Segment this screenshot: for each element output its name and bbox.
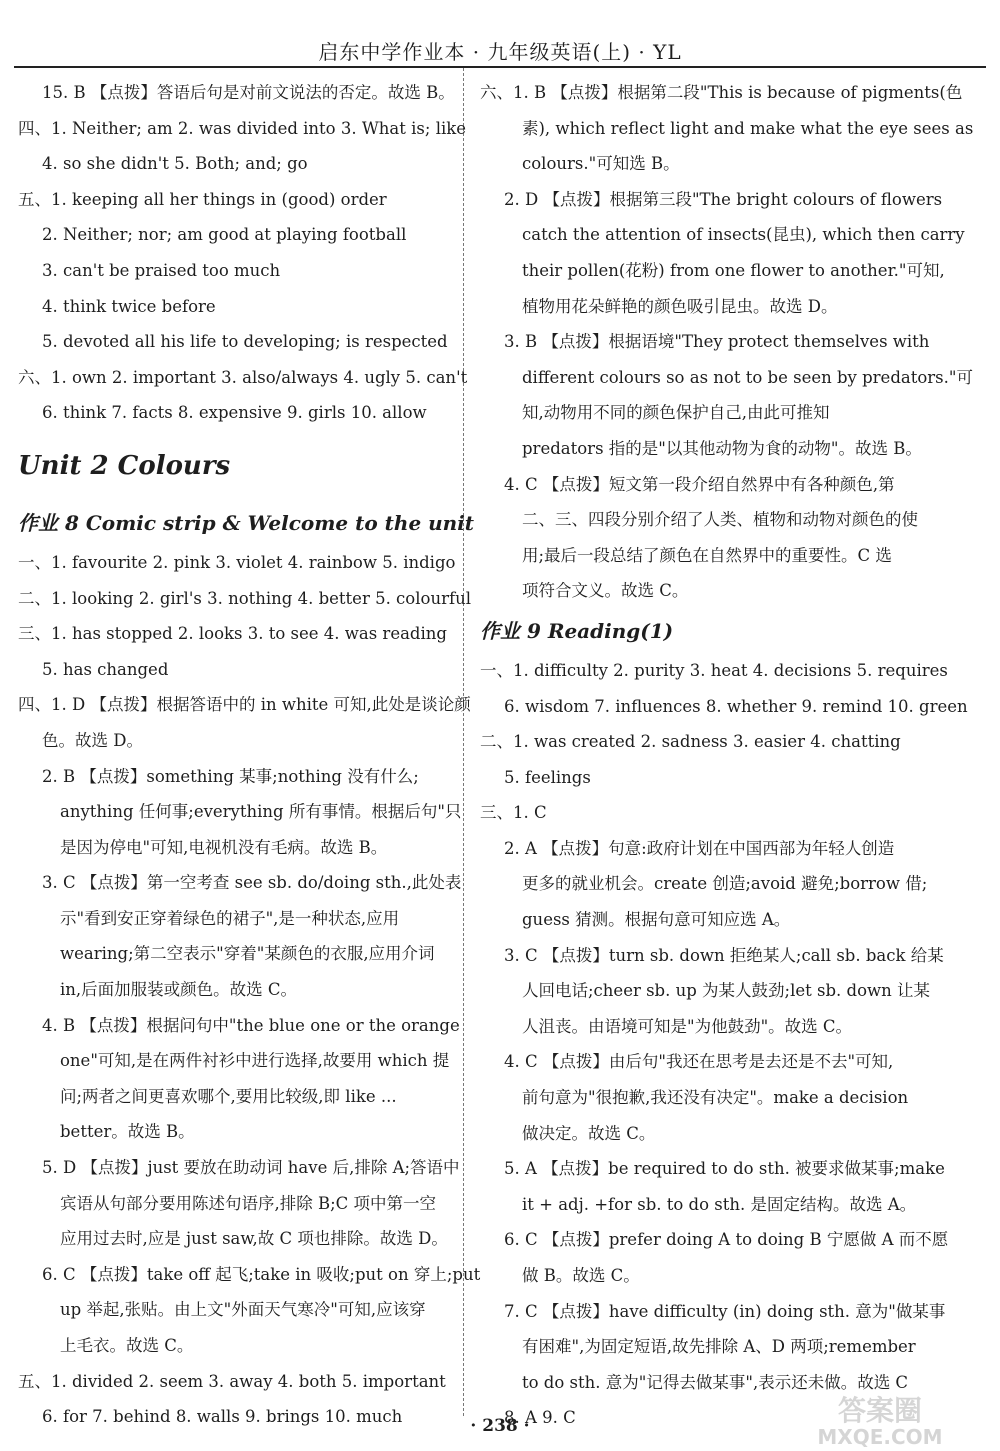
answer-line: 6. C 【点拨】take off 起飞;take in 吸收;put on 穿上;put [42, 1264, 481, 1284]
answer-line: 8. A 9. C [504, 1408, 576, 1428]
answer-line: 用;最后一段总结了颜色在自然界中的重要性。C 选 [522, 545, 892, 565]
page-header [0, 0, 1000, 68]
watermark-en: MXQE.COM [817, 1425, 943, 1449]
answer-line: 四、1. Neither; am 2. was divided into 3. What is; like [18, 118, 467, 138]
answer-line: 前句意为"很抱歉,我还没有决定"。make a decision [522, 1088, 909, 1108]
answer-line: 3. B 【点拨】根据语境"They protect themselves with [504, 332, 930, 352]
header-rule [14, 66, 986, 68]
answer-line: 素), which reflect light and make what the eye sees as [522, 118, 974, 138]
answer-line: 5. devoted all his life to developing; is respected [42, 332, 448, 352]
answer-line: wearing;第二空表示"穿着"某颜色的衣服,应用介词 [60, 944, 435, 964]
answer-line: 色。故选 D。 [42, 730, 143, 750]
answer-line: 做决定。故选 C。 [522, 1123, 656, 1143]
answer-line: 6. wisdom 7. influences 8. whether 9. remind 10. green [504, 696, 968, 716]
answer-line: 人沮丧。由语境可知是"为他鼓劲"。故选 C。 [522, 1016, 853, 1036]
answer-line: colours."可知选 B。 [522, 154, 680, 174]
answer-line: 示"看到安正穿着绿色的裙子",是一种状态,应用 [60, 908, 400, 928]
answer-line: 做 B。故选 C。 [522, 1266, 640, 1285]
answer-line: 5. D 【点拨】just 要放在助动词 have 后,排除 A;答语中 [42, 1158, 460, 1178]
answer-line: better。故选 B。 [60, 1122, 195, 1142]
answer-line: 一、1. favourite 2. pink 3. violet 4. rainbow 5. indigo [18, 552, 456, 572]
answer-line: 3. can't be praised too much [42, 260, 281, 280]
answer-line: 项符合文义。故选 C。 [522, 581, 689, 601]
answer-line: 2. Neither; nor; am good at playing football [42, 225, 407, 245]
answer-line: 二、1. was created 2. sadness 3. easier 4. chatting [480, 732, 901, 752]
answer-line: 5. feelings [504, 767, 591, 787]
answer-line: 是因为停电"可知,电视机没有毛病。故选 B。 [60, 837, 388, 857]
answer-line: 4. C 【点拨】由后句"我还在思考是去还是不去"可知, [504, 1052, 894, 1072]
answer-line: 3. C 【点拨】第一空考查 see sb. do/doing sth.,此处表 [42, 873, 462, 893]
answer-line: 2. B 【点拨】something 某事;nothing 没有什么; [42, 766, 419, 786]
homework-heading: 作业 9 Reading(1) [480, 618, 674, 643]
watermark-cn: 答案圈 [837, 1394, 923, 1427]
answer-line: 上毛衣。故选 C。 [60, 1336, 194, 1355]
answer-line: 3. C 【点拨】turn sb. down 拒绝某人;call sb. back 给某 [504, 945, 944, 965]
answer-line: guess 猜测。根据句意可知应选 A。 [522, 910, 791, 930]
answer-line: 一、1. difficulty 2. purity 3. heat 4. decisions 5. requires [480, 660, 948, 680]
answer-line: it + adj. +for sb. to do sth. 是固定结构。故选 A。 [522, 1194, 917, 1214]
column-divider [463, 68, 464, 1416]
answer-line: 2. A 【点拨】句意:政府计划在中国西部为年轻人创造 [504, 838, 895, 858]
answer-line: 4. B 【点拨】根据问句中"the blue one or the orange [42, 1015, 460, 1035]
answer-line: 三、1. has stopped 2. looks 3. to see 4. was reading [18, 624, 447, 644]
answer-line: 人回电话;cheer sb. up 为某人鼓劲;let sb. down 让某 [522, 981, 931, 1001]
answer-line: 4. think twice before [42, 296, 216, 316]
answer-line: 15. B 【点拨】答语后句是对前文说法的否定。故选 B。 [42, 83, 455, 102]
answer-line: 植物用花朵鲜艳的颜色吸引昆虫。故选 D。 [522, 296, 838, 316]
answer-line: 六、1. B 【点拨】根据第二段"This is because of pigments(色 [480, 83, 963, 102]
answer-line: 五、1. keeping all her things in (good) order [18, 189, 387, 209]
answer-line: 4. so she didn't 5. Both; and; go [42, 154, 308, 174]
answer-line: 6. C 【点拨】prefer doing A to doing B 宁愿做 A 而不愿 [504, 1230, 949, 1250]
answer-line: 应用过去时,应是 just saw,故 C 项也排除。故选 D。 [60, 1229, 448, 1249]
page-number: · 238 · [470, 1416, 530, 1436]
answer-line: 宾语从句部分要用陈述句语序,排除 B;C 项中第一空 [60, 1193, 437, 1213]
answer-line: 问;两者之间更喜欢哪个,要用比较级,即 like ... [60, 1086, 397, 1106]
unit-heading: Unit 2 Colours [18, 450, 231, 481]
answer-line: 六、1. own 2. important 3. also/always 4. ugly 5. can't [18, 367, 468, 387]
right-column [480, 75, 974, 1436]
answer-line: their pollen(花粉) from one flower to another."可知, [522, 260, 945, 280]
answer-line: 2. D 【点拨】根据第三段"The bright colours of flowers [504, 189, 943, 209]
answer-line: 4. C 【点拨】短文第一段介绍自然界中有各种颜色,第 [504, 474, 895, 494]
answer-line: 二、1. looking 2. girl's 3. nothing 4. better 5. colourful [18, 588, 471, 608]
answer-line: 6. think 7. facts 8. expensive 9. girls 10. allow [42, 403, 427, 423]
answer-line: anything 任何事;everything 所有事情。根据后句"只 [60, 802, 462, 822]
answer-line: 5. has changed [42, 659, 169, 679]
answer-line: 更多的就业机会。create 创造;avoid 避免;borrow 借; [522, 874, 928, 894]
answer-line: 三、1. C [480, 803, 547, 823]
answer-line: catch the attention of insects(昆虫), which then carry [522, 225, 965, 245]
answer-line: to do sth. 意为"记得去做某事",表示还未做。故选 C [522, 1372, 909, 1392]
answer-line: 四、1. D 【点拨】根据答语中的 in white 可知,此处是谈论颜 [18, 695, 471, 715]
left-column [18, 75, 481, 1435]
answer-line: 知,动物用不同的颜色保护自己,由此可推知 [522, 403, 830, 423]
answer-line: predators 指的是"以其他动物为食的动物"。故选 B。 [522, 438, 922, 458]
homework-heading: 作业 8 Comic strip & Welcome to the unit [18, 510, 475, 535]
answer-line: 6. for 7. behind 8. walls 9. brings 10. much [42, 1407, 403, 1427]
answer-line: up 举起,张贴。由上文"外面天气寒冷"可知,应该穿 [60, 1300, 426, 1320]
answer-line: 二、三、四段分别介绍了人类、植物和动物对颜色的使 [522, 510, 918, 530]
running-title: 启东中学作业本 · 九年级英语(上) · YL [318, 40, 682, 64]
answer-line: different colours so as not to be seen by predators."可 [522, 367, 973, 387]
answer-line: 五、1. divided 2. seem 3. away 4. both 5. important [18, 1371, 446, 1391]
answer-line: in,后面加服装或颜色。故选 C。 [60, 980, 298, 1000]
answer-line: 有困难",为固定短语,故先排除 A、D 两项;remember [522, 1337, 916, 1357]
answer-line: 5. A 【点拨】be required to do sth. 被要求做某事;make [504, 1159, 945, 1179]
answer-line: 7. C 【点拨】have difficulty (in) doing sth. 意为"做某事 [504, 1301, 946, 1321]
answer-line: one"可知,是在两件衬衫中进行选择,故要用 which 提 [60, 1051, 450, 1071]
watermark-logo [780, 1388, 980, 1448]
